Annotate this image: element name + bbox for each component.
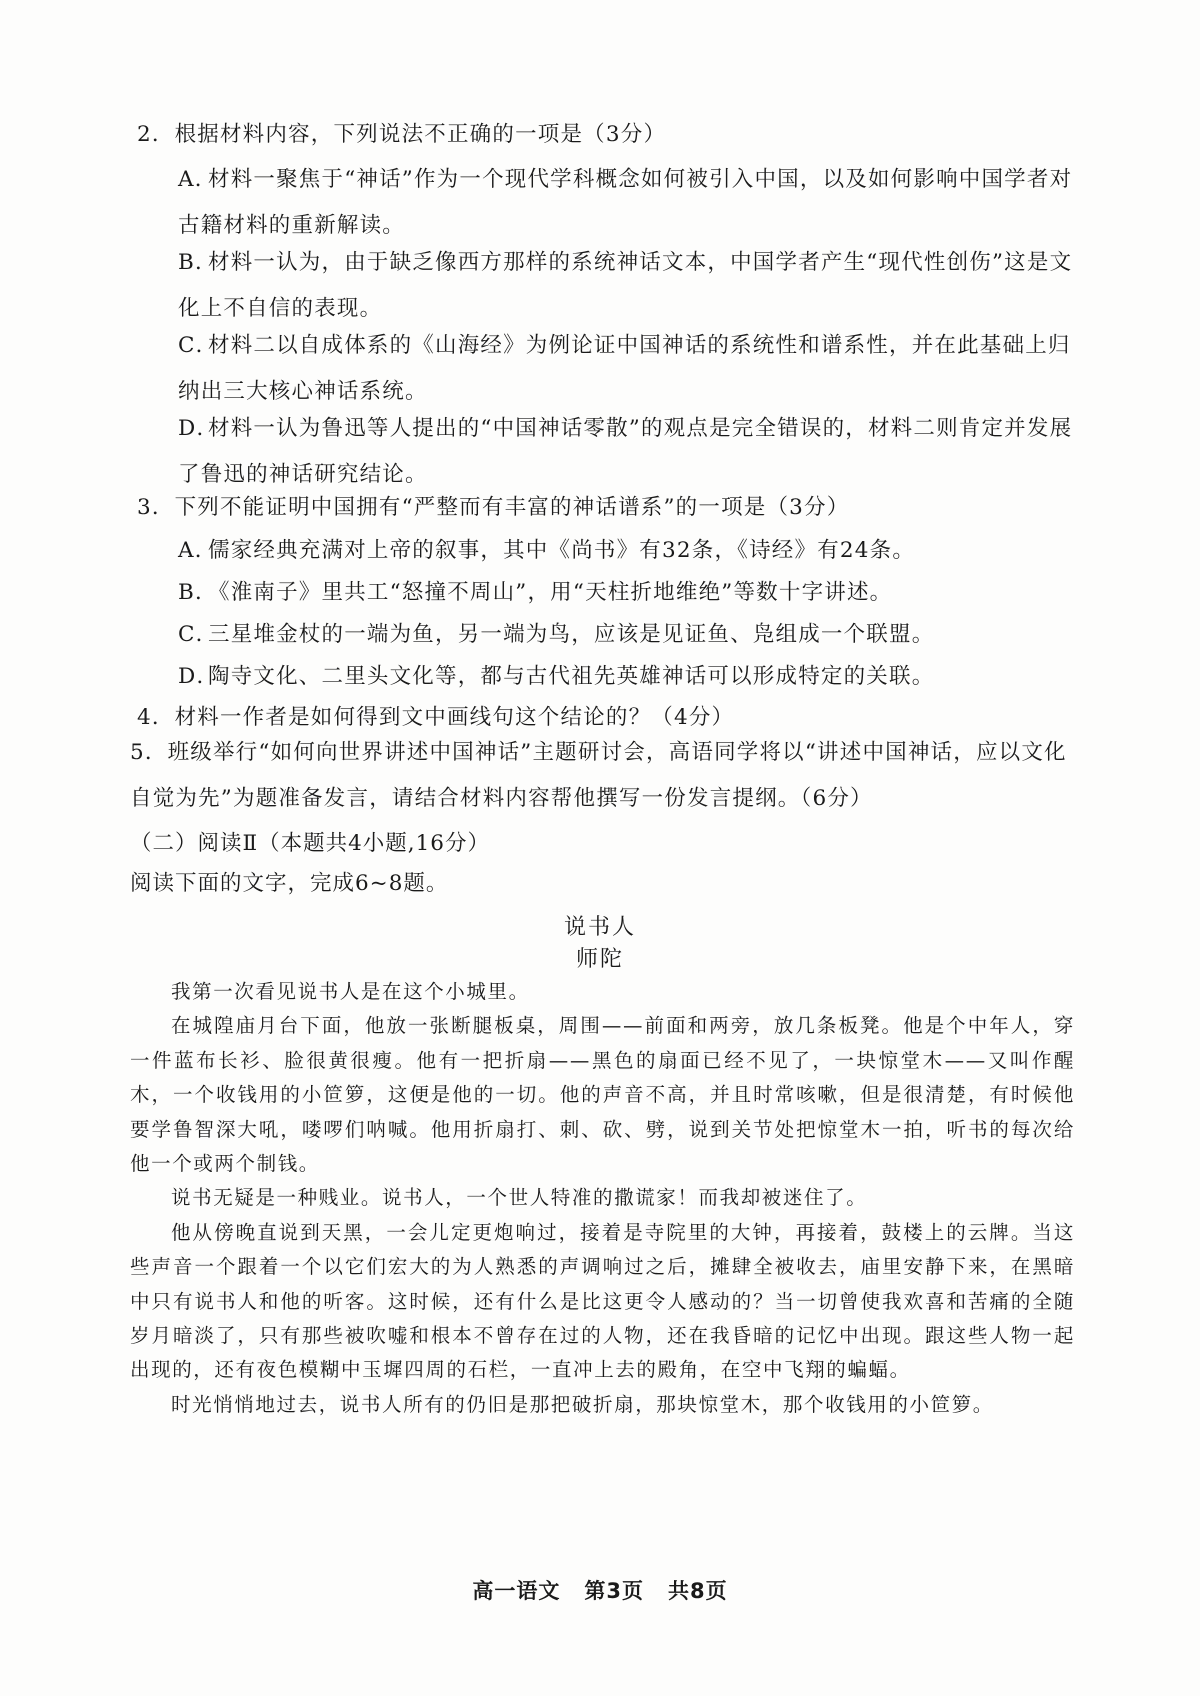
question-3-option-b <box>178 570 1078 616</box>
story-paragraph: 时光悄悄地过去，说书人所有的仍旧是那把破折扇，那块惊堂木，那个收钱用的小笸箩。 <box>171 1392 994 1416</box>
option-letter: A． <box>178 538 218 563</box>
story-body <box>130 975 1075 1422</box>
option-letter: D． <box>178 416 220 441</box>
question-2-option-a <box>178 157 1078 249</box>
question-3-option-d <box>178 654 1078 700</box>
question-2-option-c <box>178 323 1078 415</box>
story-paragraph: 他从傍晚直说到天黑，一会儿定更炮响过，接着是寺院里的大钟，再接着，鼓楼上的云牌。当这些声音一个跟着一个以它们宏大的为人熟悉的声调响过之后，摊肆全被收去，庙里安静下来，在黑暗中只有说书人和他的听客。这时候，还有什么是比这更令人感动的？当一切曾使我欢喜和苦痛的全随岁月暗淡了，只有那些被吹嘘和根本不曾存在过的人物，还在我昏暗的记忆中出现。跟这些人物一起出现的，还有夜色模糊中玉墀四周的石栏，一直冲上去的殿角，在空中飞翔的蝙蝠。 <box>130 1220 1075 1382</box>
story-paragraph: 在城隍庙月台下面，他放一张断腿板桌，周围——前面和两旁，放几条板凳。他是个中年人，穿一件蓝布长衫、脸很黄很瘦。他有一把折扇——黑色的扇面已经不见了，一块惊堂木——又叫作醒木，一个收钱用的小笸箩，这便是他的一切。他的声音不高，并且时常咳嗽，但是很清楚，有时候他要学鲁智深大吼，喽啰们呐喊。他用折扇打、刺、砍、劈，说到关节处把惊堂木一拍，听书的每次给他一个或两个制钱。 <box>130 1014 1075 1176</box>
option-text: 材料一认为，由于缺乏像西方那样的系统神话文本，中国学者产生“现代性创伤”这是文化上不自信的表现。 <box>178 250 1073 321</box>
question-2-option-b <box>178 240 1078 332</box>
option-text: 儒家经典充满对上帝的叙事，其中《尚书》有32条，《诗经》有24条。 <box>208 538 916 563</box>
question-5-stem: 5．班级举行“如何向世界讲述中国神话”主题研讨会，高语同学将以“讲述中国神话，应以文化自觉为先”为题准备发言，请结合材料内容帮他撰写一份发言提纲。（6分） <box>130 740 1067 811</box>
page-footer <box>0 1575 1200 1605</box>
option-text: 材料一认为鲁迅等人提出的“中国神话零散”的观点是完全错误的，材料二则肯定并发展了鲁迅的神话研究结论。 <box>178 416 1073 487</box>
option-letter: D． <box>178 664 220 689</box>
footer-subject: 高一语文 <box>472 1579 561 1603</box>
option-letter: B． <box>178 250 218 275</box>
option-letter: C． <box>178 622 219 647</box>
story-author: 师陀 <box>575 947 624 972</box>
section-heading: （二）阅读Ⅱ（本题共4小题,16分） <box>130 831 490 856</box>
option-text: 三星堆金杖的一端为鱼，另一端为鸟，应该是见证鱼、凫组成一个联盟。 <box>208 622 935 647</box>
question-3-stem: 3．下列不能证明中国拥有“严整而有丰富的神话谱系”的一项是（3分） <box>137 495 850 520</box>
story-title: 说书人 <box>563 915 636 940</box>
story-paragraph: 我第一次看见说书人是在这个小城里。 <box>171 980 530 1003</box>
option-text: 材料一聚焦于“神话”作为一个现代学科概念如何被引入中国，以及如何影响中国学者对古籍材料的重新解读。 <box>178 167 1073 238</box>
question-2-option-d <box>178 406 1078 498</box>
footer-total-pages: 共8页 <box>668 1579 728 1603</box>
question-4-stem: 4．材料一作者是如何得到文中画线句这个结论的？（4分） <box>137 705 735 730</box>
footer-page-number: 第3页 <box>584 1579 644 1603</box>
option-text: 材料二以自成体系的《山海经》为例论证中国神话的系统性和谱系性，并在此基础上归纳出三大核心神话系统。 <box>178 333 1071 404</box>
story-paragraph: 说书无疑是一种贱业。说书人，一个世人特准的撒谎家！而我却被迷住了。 <box>171 1186 868 1210</box>
option-letter: C． <box>178 333 219 358</box>
question-3-option-a <box>178 528 1078 574</box>
option-text: 陶寺文化、二里头文化等，都与古代祖先英雄神话可以形成特定的关联。 <box>208 664 935 689</box>
option-letter: A． <box>178 167 218 192</box>
section-instruction: 阅读下面的文字，完成6~8题。 <box>130 871 449 896</box>
option-text: 《淮南子》里共工“怒撞不周山”，用“天柱折地维绝”等数十字讲述。 <box>208 580 893 605</box>
option-letter: B． <box>178 580 218 605</box>
question-3-option-c <box>178 612 1078 658</box>
question-2-stem: 2．根据材料内容，下列说法不正确的一项是（3分） <box>137 122 667 147</box>
